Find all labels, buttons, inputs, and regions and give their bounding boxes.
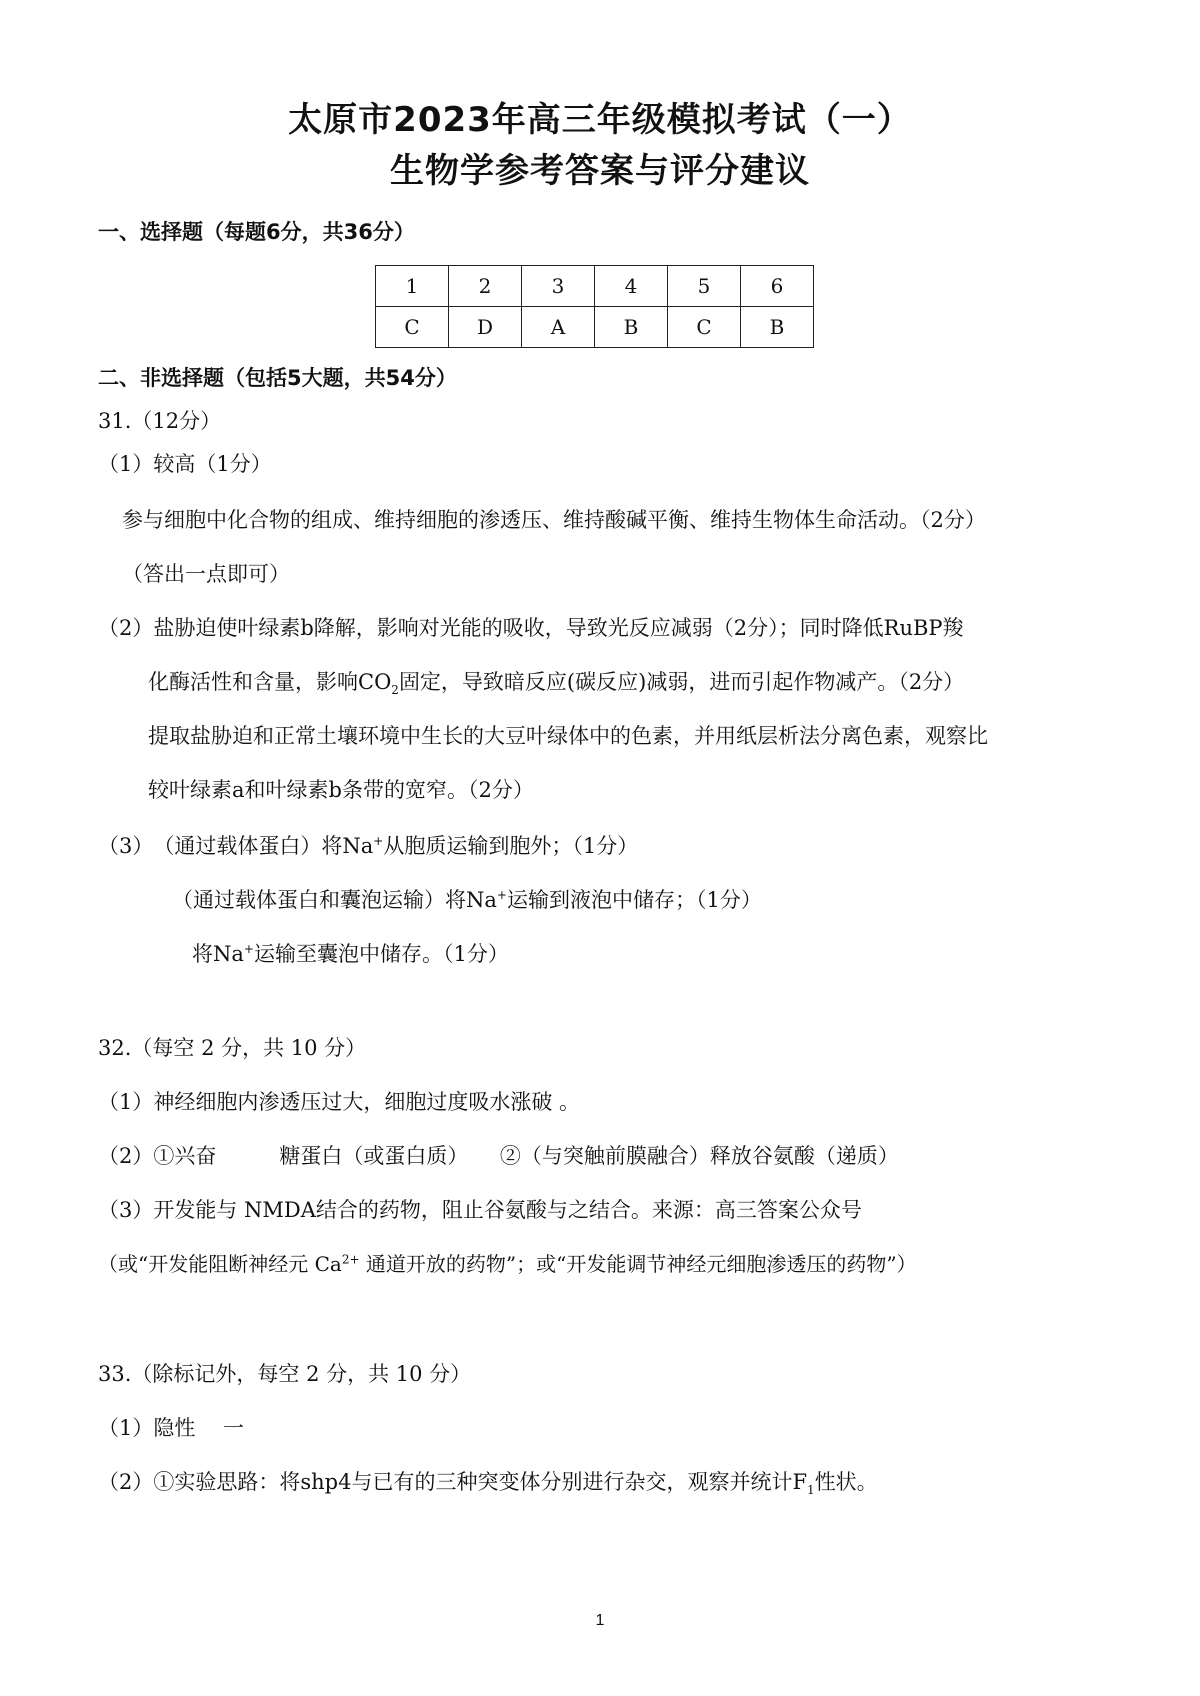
q32-part3: （3）开发能与 NMDA结合的药物，阻止谷氨酸与之结合。来源：高三答案公众号: [98, 1198, 862, 1222]
q31-part2-line2-text-b: 固定，导致暗反应(碳反应)减弱，进而引起作物减产。（2分）: [398, 670, 965, 694]
na-superscript: +: [243, 942, 254, 956]
answer-cell: B: [595, 307, 668, 348]
q31-part3-line1-text-b: 从胞质运输到胞外；（1分）: [383, 834, 639, 858]
section-multiple-choice-heading: 一、选择题（每题6分，共36分）: [98, 220, 415, 244]
page-number: 1: [595, 1612, 605, 1629]
q31-part3-line2-text-a: （通过载体蛋白和囊泡运输）将Na: [172, 888, 497, 912]
q31-part3-line3: [192, 938, 509, 968]
q32-alt-text-b: 通道开放的药物”；或“开发能调节神经元细胞渗透压的药物”）: [359, 1252, 917, 1276]
q31-part3-line3-text-b: 运输至囊泡中储存。（1分）: [253, 942, 509, 966]
na-superscript: +: [373, 834, 384, 848]
question-number-cell: 5: [668, 266, 741, 307]
na-superscript: +: [496, 888, 507, 902]
q31-part3-line3-text-a: 将Na: [192, 942, 244, 966]
q32-part1: （1）神经细胞内渗透压过大，细胞过度吸水涨破 。: [98, 1090, 581, 1114]
q31-part2-line1: （2）盐胁迫使叶绿素b降解，影响对光能的吸收，导致光反应减弱（2分）；同时降低RuBP羧: [98, 616, 964, 640]
question-number-cell: 6: [741, 266, 814, 307]
answer-cell: A: [522, 307, 595, 348]
question-number-cell: 4: [595, 266, 668, 307]
q32-part3-alternative: [98, 1248, 917, 1277]
answer-table-number-row: [376, 266, 814, 307]
f1-subscript: 1: [807, 1483, 815, 1498]
q32-alt-text-a: （或“开发能阻断神经元 Ca: [98, 1252, 342, 1276]
document-title-line2: 生物学参考答案与评分建议: [390, 151, 810, 191]
q31-part2-line3: 提取盐胁迫和正常土壤环境中生长的大豆叶绿体中的色素，并用纸层析法分离色素，观察比: [148, 724, 988, 748]
co2-subscript: 2: [391, 683, 399, 698]
q31-header: 31.（12分）: [98, 409, 222, 433]
q31-part3-line2: [172, 884, 762, 914]
answer-table-answer-row: [376, 307, 814, 348]
document-title-line1: 太原市2023年高三年级模拟考试（一）: [288, 100, 912, 140]
q32-part2: （2）①兴奋 糖蛋白（或蛋白质） ②（与突触前膜融合）释放谷氨酸（递质）: [98, 1144, 899, 1168]
question-number-cell: 1: [376, 266, 449, 307]
q31-part2-line2: [148, 666, 964, 697]
q31-part2-line4: 较叶绿素a和叶绿素b条带的宽窄。（2分）: [148, 778, 534, 802]
answer-cell: C: [668, 307, 741, 348]
q32-header: 32.（每空 2 分，共 10 分）: [98, 1036, 367, 1060]
q33-part2: [98, 1466, 878, 1497]
q31-part3-line1-text-a: （3） （通过载体蛋白）将Na: [98, 834, 374, 858]
q31-part2-line2-text-a: 化酶活性和含量，影响CO: [148, 670, 392, 694]
section-non-choice-heading: 二、非选择题（包括5大题，共54分）: [98, 366, 457, 390]
answer-cell: D: [449, 307, 522, 348]
answer-cell: C: [376, 307, 449, 348]
q31-part1-detail: 参与细胞中化合物的组成、维持细胞的渗透压、维持酸碱平衡、维持生物体生命活动。（2分）: [122, 508, 986, 532]
q33-header: 33.（除标记外，每空 2 分，共 10 分）: [98, 1362, 472, 1386]
q31-part3-line1: [98, 830, 638, 860]
q33-part2-text-b: 性状。: [814, 1470, 878, 1494]
ca-superscript: 2+: [341, 1252, 360, 1267]
answer-cell: B: [741, 307, 814, 348]
question-number-cell: 2: [449, 266, 522, 307]
question-number-cell: 3: [522, 266, 595, 307]
answer-table: [375, 265, 814, 348]
q33-part1: （1）隐性 一: [98, 1416, 245, 1440]
q33-part2-text-a: （2）①实验思路：将shp4与已有的三种突变体分别进行杂交，观察并统计F: [98, 1470, 808, 1494]
q31-part1-note: （答出一点即可）: [122, 562, 290, 586]
q31-part1: （1）较高（1分）: [98, 452, 272, 476]
q31-part3-line2-text-b: 运输到液泡中储存；（1分）: [506, 888, 762, 912]
